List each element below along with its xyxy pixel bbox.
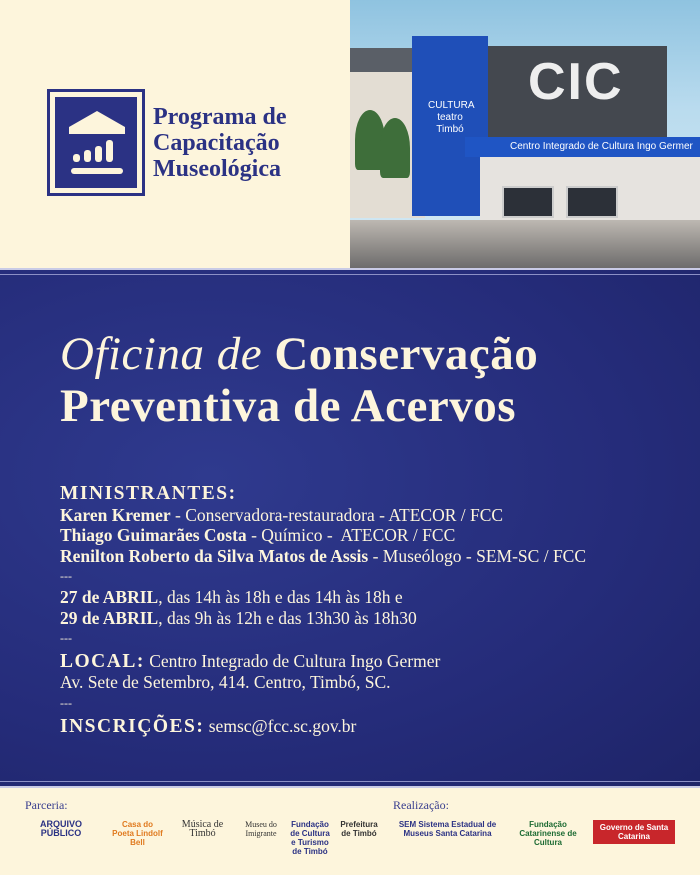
speaker: Karen Kremer - Conservadora-restauradora - ATECOR / FCC [60,504,504,525]
tower-label: Timbó [436,124,464,135]
speaker: Thiago Guimarães Costa - Químico - ATECOR / FCC [60,525,456,546]
governo-sc-logo: Governo de Santa Catarina [593,820,675,844]
program-title [153,104,287,182]
footer [0,790,700,875]
date-line: 27 de ABRIL, das 14h às 18h e das 14h às 18h e [60,586,403,607]
speaker: Renilton Roberto da Silva Matos de Assis - Museólogo - SEM-SC / FCC [60,545,587,566]
header [0,0,700,270]
email-link[interactable]: semsc@fcc.sc.gov.br [204,715,357,736]
tower-label: teatro [437,112,463,123]
canopy-sign: Centro Integrado de Cultura Ingo Germer [465,137,700,157]
parceria-label: Parceria: [25,798,68,812]
realizacao-label: Realização: [393,798,449,812]
fundacao-cultura-logo: Fundação de Cultura e Turismo de Timbó [290,820,330,856]
sem-logo: SEM Sistema Estadual de Museus Santa Catarina [398,820,497,838]
arquivo-publico-logo: ARQUIVO PÚBLICO [39,819,82,838]
date-line: 29 de ABRIL, das 9h às 12h e das 13h30 às 18h30 [60,607,417,628]
building-sign: CIC [528,53,624,111]
program-title-line: Programa de [153,104,287,130]
program-title-line: Museológica [153,156,281,182]
tower-label: CULTURA [428,100,475,111]
tower-labels [428,100,475,136]
museu-imigrante-logo: Museu do Imigrante [245,820,277,838]
separator: --- [60,695,72,710]
casa-do-poeta-logo: Casa do Poeta Lindolf Bell [112,820,163,847]
event-panel [0,268,700,788]
building-photo [350,0,700,268]
event-info [60,484,586,737]
program-title-line: Capacitação [153,130,280,156]
museum-logo-icon [47,89,145,196]
inscricoes-line: INSCRIÇÕES: semsc@fcc.sc.gov.br [60,715,357,737]
program-brand [0,0,350,270]
title-italic: Oficina de [60,328,263,380]
musica-timbo-logo: Música de Timbó [181,819,224,839]
event-title [60,328,538,432]
separator: --- [60,631,72,646]
address: Av. Sete de Setembro, 414. Centro, Timbó, SC. [60,672,391,693]
prefeitura-timbo-logo: Prefeitura de Timbó [340,820,378,838]
separator: --- [60,569,72,584]
fcc-logo: Fundação Catarinense de Cultura [519,820,577,847]
local-line: LOCAL: Centro Integrado de Cultura Ingo Germer [60,650,441,672]
title-line2: Preventiva de Acervos [60,380,517,432]
title-bold: Conservação [274,328,539,380]
ministrantes-label: MINISTRANTES: [60,483,237,504]
